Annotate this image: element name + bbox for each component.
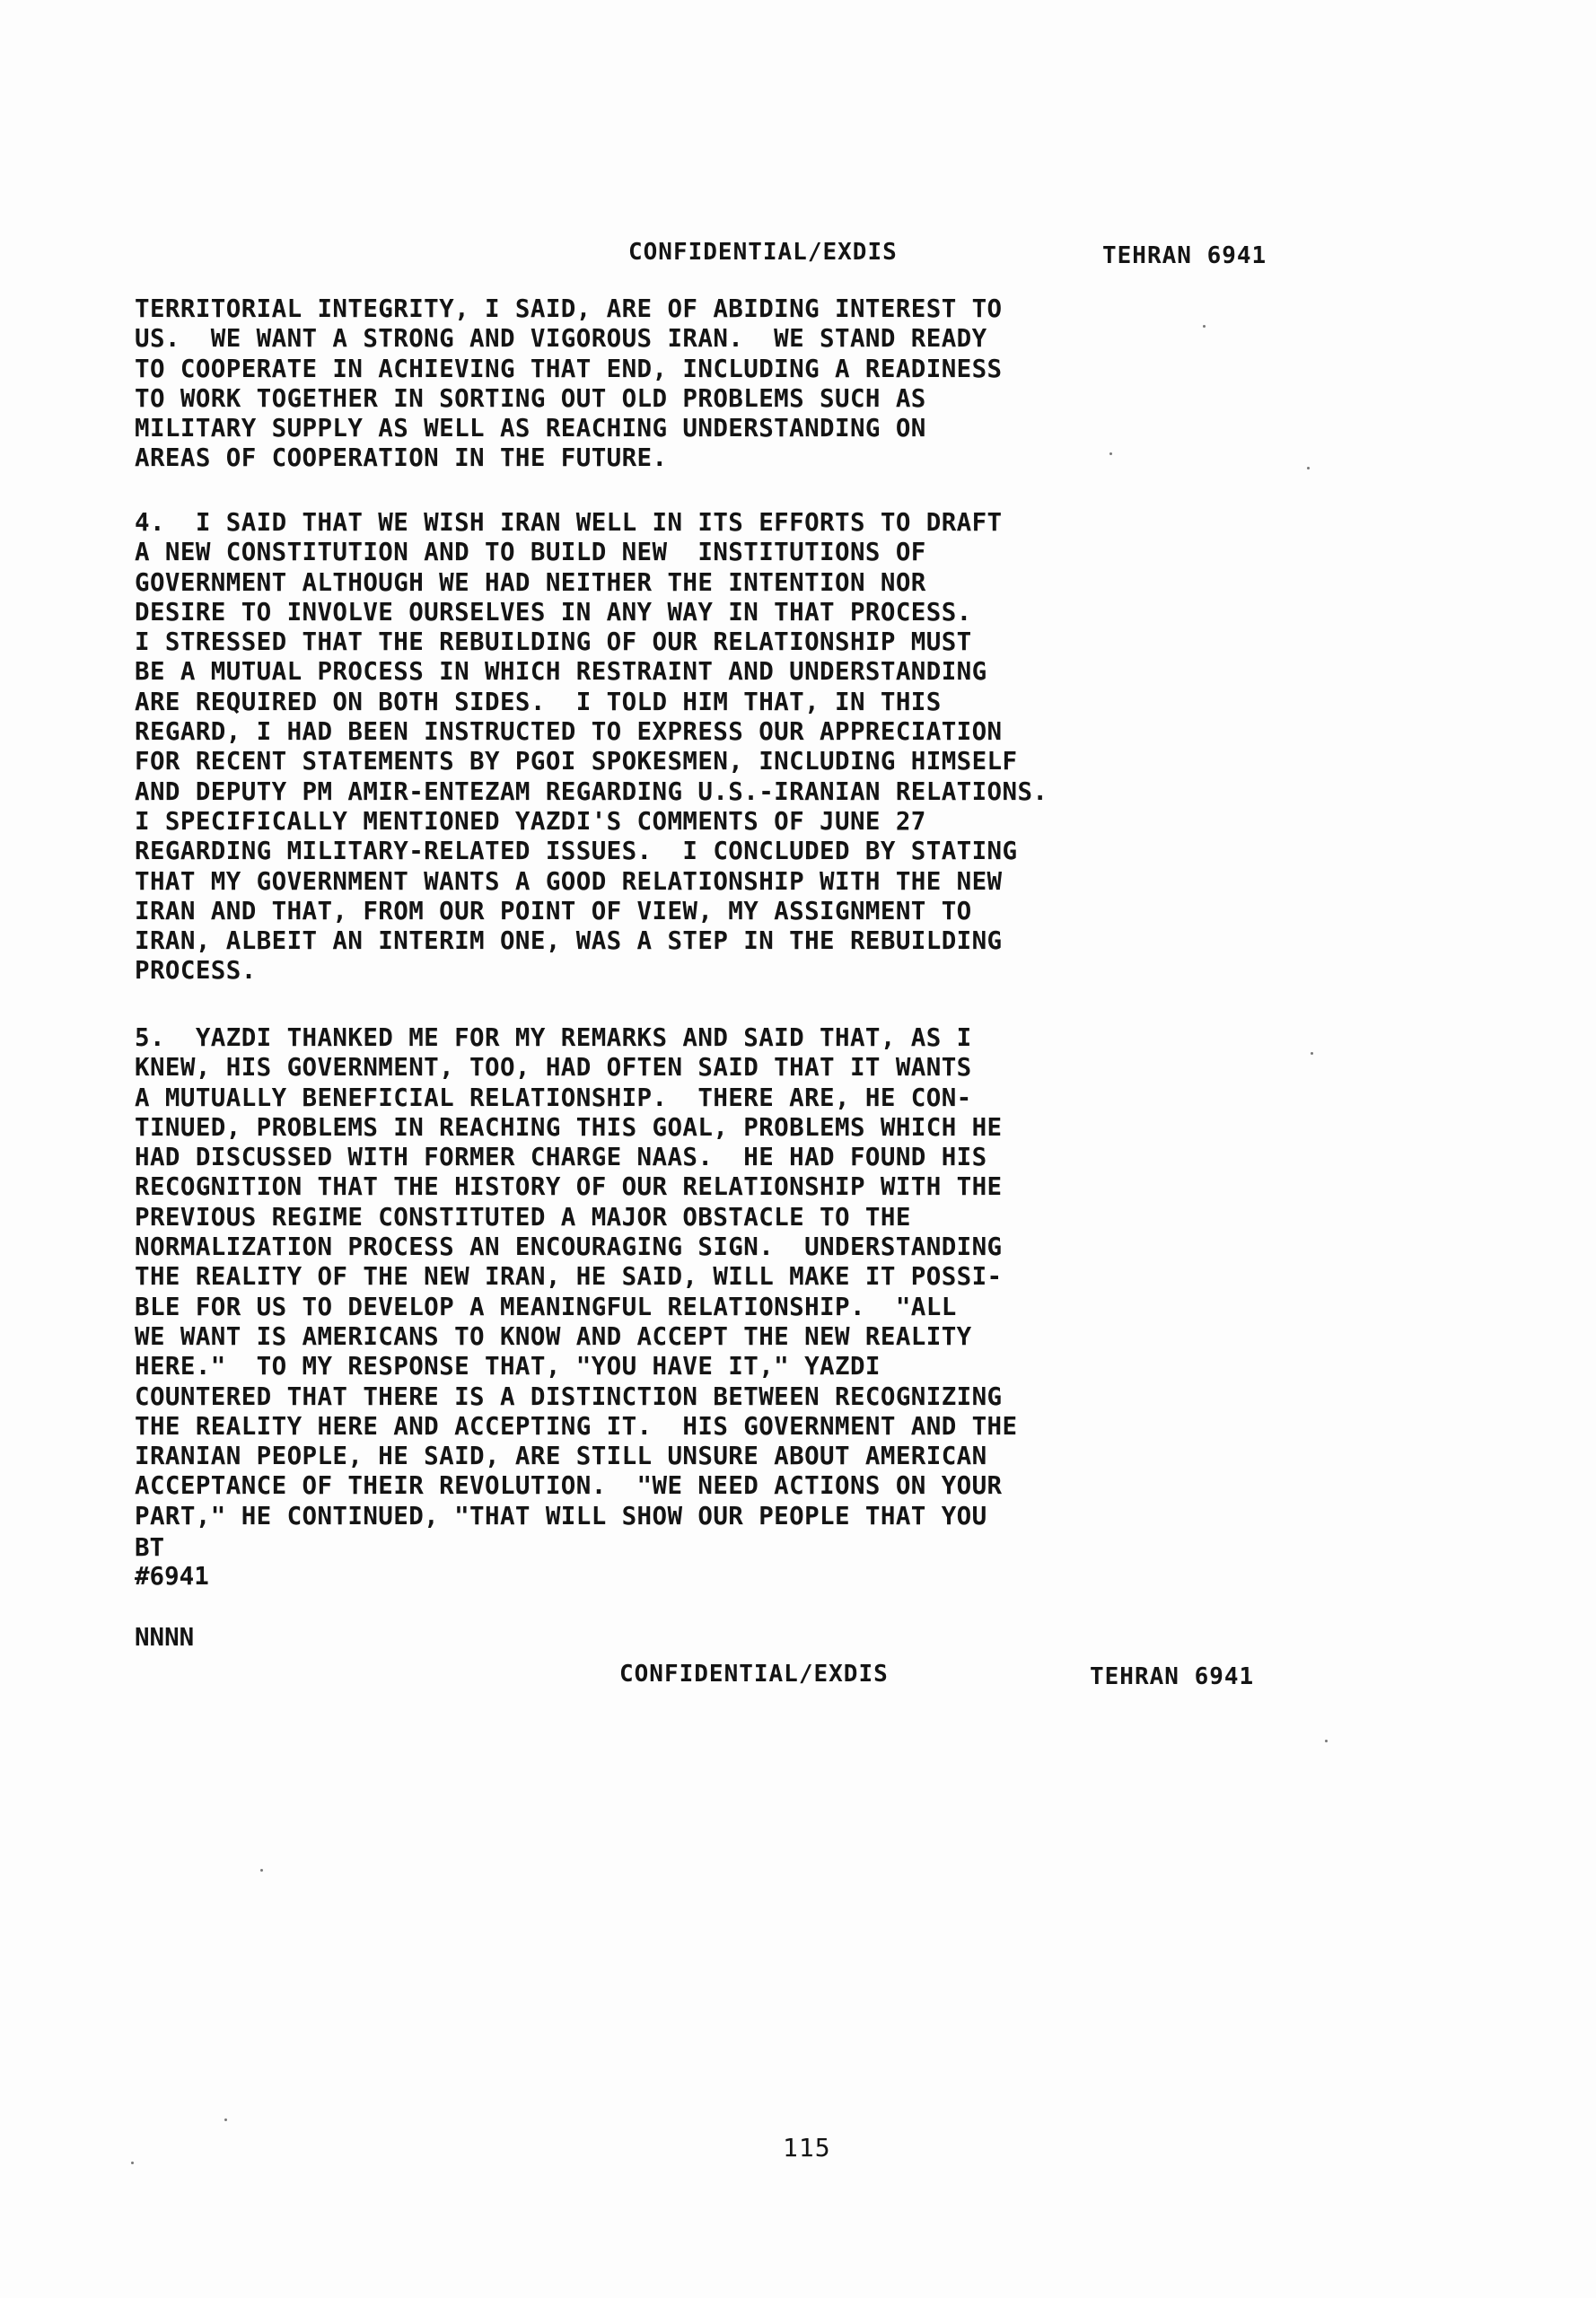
scan-speck (224, 2118, 227, 2121)
header-classification: CONFIDENTIAL/EXDIS (628, 239, 898, 266)
text-line: KNEW, HIS GOVERNMENT, TOO, HAD OFTEN SAID THAT IT WANTS (135, 1053, 972, 1083)
text-line: THAT MY GOVERNMENT WANTS A GOOD RELATIONSHIP WITH THE NEW (135, 866, 1003, 896)
footer-reference: TEHRAN 6941 (1090, 1663, 1255, 1690)
break-marker: BT (135, 1533, 165, 1562)
footer-classification: CONFIDENTIAL/EXDIS (619, 1661, 889, 1688)
scan-speck (1311, 1052, 1313, 1055)
scan-speck (1307, 467, 1310, 469)
text-line: GOVERNMENT ALTHOUGH WE HAD NEITHER THE INTENTION NOR (135, 567, 926, 597)
text-line: DESIRE TO INVOLVE OURSELVES IN ANY WAY IN THAT PROCESS. (135, 597, 972, 627)
text-line: BE A MUTUAL PROCESS IN WHICH RESTRAINT AND UNDERSTANDING (135, 657, 987, 687)
scan-speck (131, 2162, 134, 2164)
text-line: 5. YAZDI THANKED ME FOR MY REMARKS AND SAID THAT, AS I (135, 1023, 972, 1052)
scan-speck (1325, 1740, 1328, 1742)
text-line: ACCEPTANCE OF THEIR REVOLUTION. "WE NEED ACTIONS ON YOUR (135, 1471, 1003, 1501)
text-line: BLE FOR US TO DEVELOP A MEANINGFUL RELATIONSHIP. "ALL (135, 1292, 957, 1321)
paragraph-4 (135, 508, 1248, 987)
text-line: IRAN AND THAT, FROM OUR POINT OF VIEW, MY ASSIGNMENT TO (135, 896, 972, 925)
text-line: PART," HE CONTINUED, "THAT WILL SHOW OUR PEOPLE THAT YOU (135, 1501, 987, 1531)
text-line: COUNTERED THAT THERE IS A DISTINCTION BETWEEN RECOGNIZING (135, 1381, 1003, 1411)
text-line: TO WORK TOGETHER IN SORTING OUT OLD PROBLEMS SUCH AS (135, 383, 926, 413)
text-line: I STRESSED THAT THE REBUILDING OF OUR RELATIONSHIP MUST (135, 627, 972, 657)
text-line: FOR RECENT STATEMENTS BY PGOI SPOKESMEN, INCLUDING HIMSELF (135, 747, 1018, 776)
header-reference: TEHRAN 6941 (1102, 242, 1267, 269)
text-line: NORMALIZATION PROCESS AN ENCOURAGING SIGN. UNDERSTANDING (135, 1232, 1003, 1262)
paragraph-5 (135, 1023, 1248, 1531)
text-line: TERRITORIAL INTEGRITY, I SAID, ARE OF ABIDING INTEREST TO (135, 294, 1003, 323)
text-line: REGARDING MILITARY-RELATED ISSUES. I CONCLUDED BY STATING (135, 837, 1018, 866)
text-line: TINUED, PROBLEMS IN REACHING THIS GOAL, PROBLEMS WHICH HE (135, 1112, 1003, 1142)
end-marker: NNNN (135, 1623, 195, 1652)
text-line: THE REALITY HERE AND ACCEPTING IT. HIS GOVERNMENT AND THE (135, 1411, 1018, 1441)
text-line: A MUTUALLY BENEFICIAL RELATIONSHIP. THERE ARE, HE CON- (135, 1083, 972, 1112)
text-line: A NEW CONSTITUTION AND TO BUILD NEW INSTITUTIONS OF (135, 538, 926, 567)
message-number: #6941 (135, 1562, 209, 1591)
text-line: I SPECIFICALLY MENTIONED YAZDI'S COMMENTS OF JUNE 27 (135, 806, 926, 836)
text-line: IRANIAN PEOPLE, HE SAID, ARE STILL UNSURE ABOUT AMERICAN (135, 1442, 987, 1471)
scan-speck (1109, 452, 1112, 455)
text-line: WE WANT IS AMERICANS TO KNOW AND ACCEPT THE NEW REALITY (135, 1321, 972, 1351)
text-line: REGARD, I HAD BEEN INSTRUCTED TO EXPRESS OUR APPRECIATION (135, 717, 1003, 747)
text-line: THE REALITY OF THE NEW IRAN, HE SAID, WILL MAKE IT POSSI- (135, 1262, 1003, 1292)
text-line: ARE REQUIRED ON BOTH SIDES. I TOLD HIM THAT, IN THIS (135, 687, 942, 716)
text-line: PROCESS. (135, 956, 257, 986)
text-line: AND DEPUTY PM AMIR-ENTEZAM REGARDING U.S.-IRANIAN RELATIONS. (135, 776, 1048, 806)
text-line: US. WE WANT A STRONG AND VIGOROUS IRAN. WE STAND READY (135, 324, 987, 354)
text-line: PREVIOUS REGIME CONSTITUTED A MAJOR OBSTACLE TO THE (135, 1202, 911, 1232)
text-line: HAD DISCUSSED WITH FORMER CHARGE NAAS. HE HAD FOUND HIS (135, 1143, 987, 1172)
scan-speck (1203, 325, 1206, 328)
text-line: MILITARY SUPPLY AS WELL AS REACHING UNDERSTANDING ON (135, 414, 926, 443)
text-line: RECOGNITION THAT THE HISTORY OF OUR RELATIONSHIP WITH THE (135, 1172, 1003, 1202)
text-line: 4. I SAID THAT WE WISH IRAN WELL IN ITS EFFORTS TO DRAFT (135, 508, 1003, 537)
scan-speck (260, 1869, 263, 1872)
paragraph-continuation (135, 294, 1248, 474)
text-line: IRAN, ALBEIT AN INTERIM ONE, WAS A STEP IN THE REBUILDING (135, 926, 1003, 956)
text-line: HERE." TO MY RESPONSE THAT, "YOU HAVE IT," YAZDI (135, 1352, 881, 1381)
text-line: TO COOPERATE IN ACHIEVING THAT END, INCLUDING A READINESS (135, 354, 1003, 383)
page-number: 115 (783, 2133, 831, 2162)
text-line: AREAS OF COOPERATION IN THE FUTURE. (135, 443, 668, 473)
